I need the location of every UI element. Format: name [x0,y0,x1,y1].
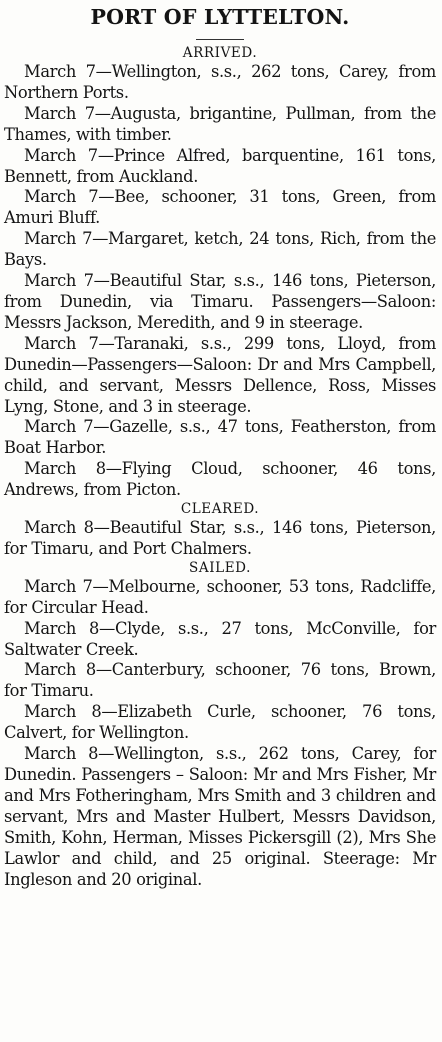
section-heading: CLEARED. [180,501,260,518]
shipping-entry: March 7—Wellington, s.s., 262 tons, Carey, from Northern Ports. [4,62,436,102]
shipping-entry: March 7—Bee, schooner, 31 tons, Green, from Amuri Bluff. [4,187,436,228]
section-cleared [4,501,436,560]
shipping-entry: March 8—Elizabeth Curle, schooner, 76 tons, Calvert, for Wellington. [4,702,436,743]
shipping-entry: March 8—Canterbury, schooner, 76 tons, Brown, for Timaru. [4,660,436,701]
section-arrived [4,45,436,501]
shipping-entry: March 7—Prince Alfred, barquentine, 161 tons, Bennett, from Auckland. [4,145,436,186]
shipping-entry: March 7—Melbourne, schooner, 53 tons, Radcliffe, for Circular Head. [4,576,436,617]
shipping-entry: March 8—Beautiful Star, s.s., 146 tons, Pieterson, for Timaru, and Port Chalmers. [4,518,436,558]
shipping-entry: March 8—Flying Cloud, schooner, 46 tons, Andrews, from Picton. [4,459,436,500]
shipping-entry: March 7—Gazelle, s.s., 47 tons, Featherston, from Boat Harbor. [4,417,436,458]
page-title: PORT OF LYTTELTON. [90,5,350,29]
shipping-entry: March 7—Taranaki, s.s., 299 tons, Lloyd, from Dunedin—Passengers—Saloon: Dr and Mrs Campbell, child, and servant, Messrs Dellence, Ross, Misses Lyng, Stone, and 3 in steerage. [4,333,436,416]
shipping-entry: March 7—Augusta, brigantine, Pullman, from the Thames, with timber. [4,103,436,144]
shipping-entry: March 8—Clyde, s.s., 27 tons, McConville, for Saltwater Creek. [4,618,436,659]
shipping-entry: March 8—Wellington, s.s., 262 tons, Carey, for Dunedin. Passengers – Saloon: Mr and Mrs Fisher, Mr and Mrs Fotheringham, Mrs Smith and 3 children and servant, Mrs and Master Hulbert, Messrs Davidson, Smith, Kohn, Herman, Misses Pickersgill (2), Mrs She Lawlor and child, and 25 original. Steerage: Mr Ingleson and 20 original. [4,744,436,889]
section-sailed [4,560,436,891]
shipping-entry: March 7—Beautiful Star, s.s., 146 tons, Pieterson, from Dunedin, via Timaru. Passengers—Saloon: Messrs Jackson, Meredith, and 9 in steerage. [4,271,436,332]
section-heading: SAILED. [189,559,251,576]
title-divider [196,39,244,40]
shipping-entry: March 7—Margaret, ketch, 24 tons, Rich, from the Bays. [4,229,436,270]
section-heading: ARRIVED. [182,45,258,61]
